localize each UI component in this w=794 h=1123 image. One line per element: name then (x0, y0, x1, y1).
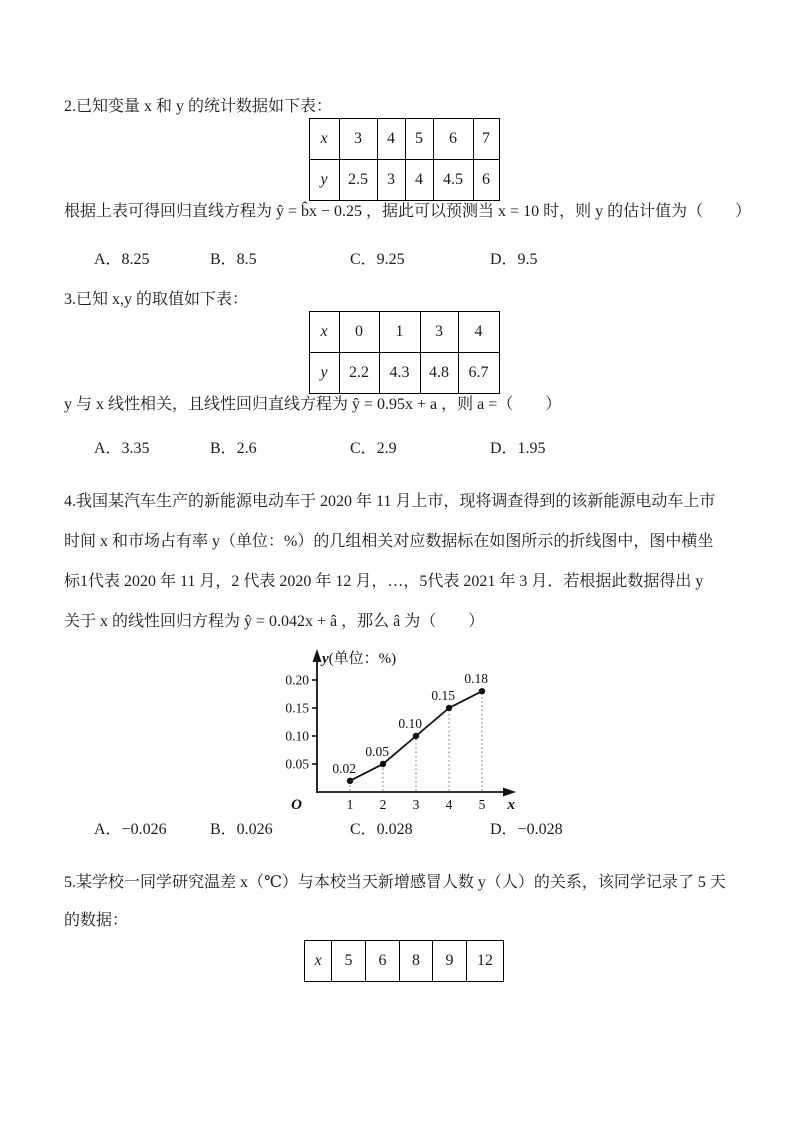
q4-line-1: 4.我国某汽车生产的新能源电动车于 2020 年 11 月上市，现将调查得到的该新能源电动车上市 (64, 493, 716, 510)
x-tick-label: 5 (478, 797, 486, 812)
table-cell: 3 (420, 312, 458, 353)
q2-followup: 根据上表可得回归直线方程为 ŷ = b̂x − 0.25 ，据此可以预测当 x = 10 时，则 y 的估计值为（ ） (64, 203, 752, 220)
table-cell: 4.8 (420, 353, 458, 394)
table-cell: 2.2 (339, 353, 379, 394)
question-3 (64, 289, 744, 459)
table-cell: 3 (377, 160, 405, 201)
q3-stem: 3.已知 x,y 的取值如下表： (64, 291, 249, 308)
q2-data-table (309, 118, 500, 201)
table-cell: 6 (366, 941, 400, 982)
q4-line-3: 标1代表 2020 年 11 月，2 代表 2020 年 12 月，…，5代表 2021 年 3 月．若根据此数据得出 y (64, 573, 704, 590)
table-cell: 9 (433, 941, 467, 982)
data-point-label: 0.10 (398, 716, 422, 731)
q2-option-a: A．8.25 (94, 251, 150, 268)
x-tick-label: 3 (412, 797, 420, 812)
table-cell: x (309, 119, 339, 160)
q2-options (64, 250, 744, 270)
q2-option-d: D．9.5 (490, 251, 538, 268)
x-tick-label: 2 (379, 797, 387, 812)
q2-option-b: B．8.5 (210, 251, 257, 268)
data-point (347, 778, 353, 784)
q4-options (64, 820, 744, 840)
table-row (309, 160, 499, 201)
data-point-label: 0.18 (464, 671, 488, 687)
q3-option-d: D．1.95 (490, 440, 546, 457)
question-4 (64, 482, 744, 840)
q5-data-table (304, 940, 504, 982)
q4-option-c: C．0.028 (350, 821, 413, 838)
y-tick-label: 0.20 (285, 672, 309, 688)
q2-stem: 2.已知变量 x 和 y 的统计数据如下表： (64, 98, 333, 115)
q5-line-1: 5.某学校一同学研究温差 x（℃）与本校当天新增感冒人数 y（人）的关系，该同学记录了 5 天 (64, 874, 726, 891)
q5-line-2: 的数据： (64, 912, 129, 929)
y-axis-label: y(单位：%) (322, 651, 397, 667)
q4-line-2: 时间 x 和市场占有率 y（单位：%）的几组相关对应数据标在如图所示的折线图中，图中横坐 (64, 533, 714, 550)
q4-option-d: D．−0.028 (490, 821, 563, 838)
origin-label: O (291, 797, 302, 813)
q3-option-c: C．2.9 (350, 440, 397, 457)
table-cell: x (305, 941, 332, 982)
data-point (380, 761, 386, 767)
table-cell: 4.3 (379, 353, 420, 394)
q4-option-b: B．0.026 (210, 821, 273, 838)
y-tick-label: 0.15 (285, 700, 309, 716)
y-axis-arrow (313, 649, 322, 662)
table-cell: 5 (405, 119, 433, 160)
question-5 (64, 864, 744, 982)
q4-chart-figure (265, 646, 744, 818)
table-cell: 12 (467, 941, 504, 982)
x-axis-arrow (503, 788, 516, 797)
table-cell: 8 (400, 941, 433, 982)
q5-text (64, 864, 744, 940)
q3-data-table (309, 311, 500, 394)
data-point-label: 0.15 (431, 688, 455, 703)
table-cell: y (309, 160, 339, 201)
table-cell: 6.7 (458, 353, 499, 394)
x-axis-label: x (507, 797, 515, 813)
q3-followup: y 与 x 线性相关，且线性回归直线方程为 ŷ = 0.95x + a ，则 a =（ ） (64, 396, 562, 413)
table-cell: 6 (433, 119, 473, 160)
q2-option-c: C．9.25 (350, 251, 405, 268)
table-cell: 5 (332, 941, 366, 982)
table-row (305, 941, 504, 982)
question-2 (64, 96, 752, 270)
table-cell: 4 (405, 160, 433, 201)
q4-option-a: A．−0.026 (94, 821, 167, 838)
q4-text (64, 482, 744, 642)
table-cell: x (309, 312, 339, 353)
table-cell: 1 (379, 312, 420, 353)
q4-line-4: 关于 x 的线性回归方程为 ŷ = 0.042x + â ，那么 â 为（ ） (64, 613, 485, 630)
table-row (309, 119, 499, 160)
table-cell: 6 (473, 160, 499, 201)
q3-option-b: B．2.6 (210, 440, 257, 457)
table-cell: 3 (339, 119, 377, 160)
table-cell: y (309, 353, 339, 394)
data-point-label: 0.02 (332, 760, 356, 776)
y-tick-label: 0.10 (285, 728, 309, 744)
data-point (446, 705, 452, 711)
data-point-label: 0.05 (365, 744, 389, 759)
table-cell: 4.5 (433, 160, 473, 201)
table-cell: 0 (339, 312, 379, 353)
x-tick-label: 1 (346, 797, 354, 812)
table-cell: 7 (473, 119, 499, 160)
market-share-line-chart (265, 646, 517, 818)
table-cell: 4 (377, 119, 405, 160)
q3-options (64, 439, 744, 459)
table-row (309, 312, 499, 353)
table-row (309, 353, 499, 394)
q3-option-a: A．3.35 (94, 440, 150, 457)
table-cell: 2.5 (339, 160, 377, 201)
x-tick-label: 4 (445, 797, 453, 812)
y-tick-label: 0.05 (285, 756, 309, 772)
data-point (413, 733, 419, 739)
data-point (479, 688, 485, 694)
table-cell: 4 (458, 312, 499, 353)
